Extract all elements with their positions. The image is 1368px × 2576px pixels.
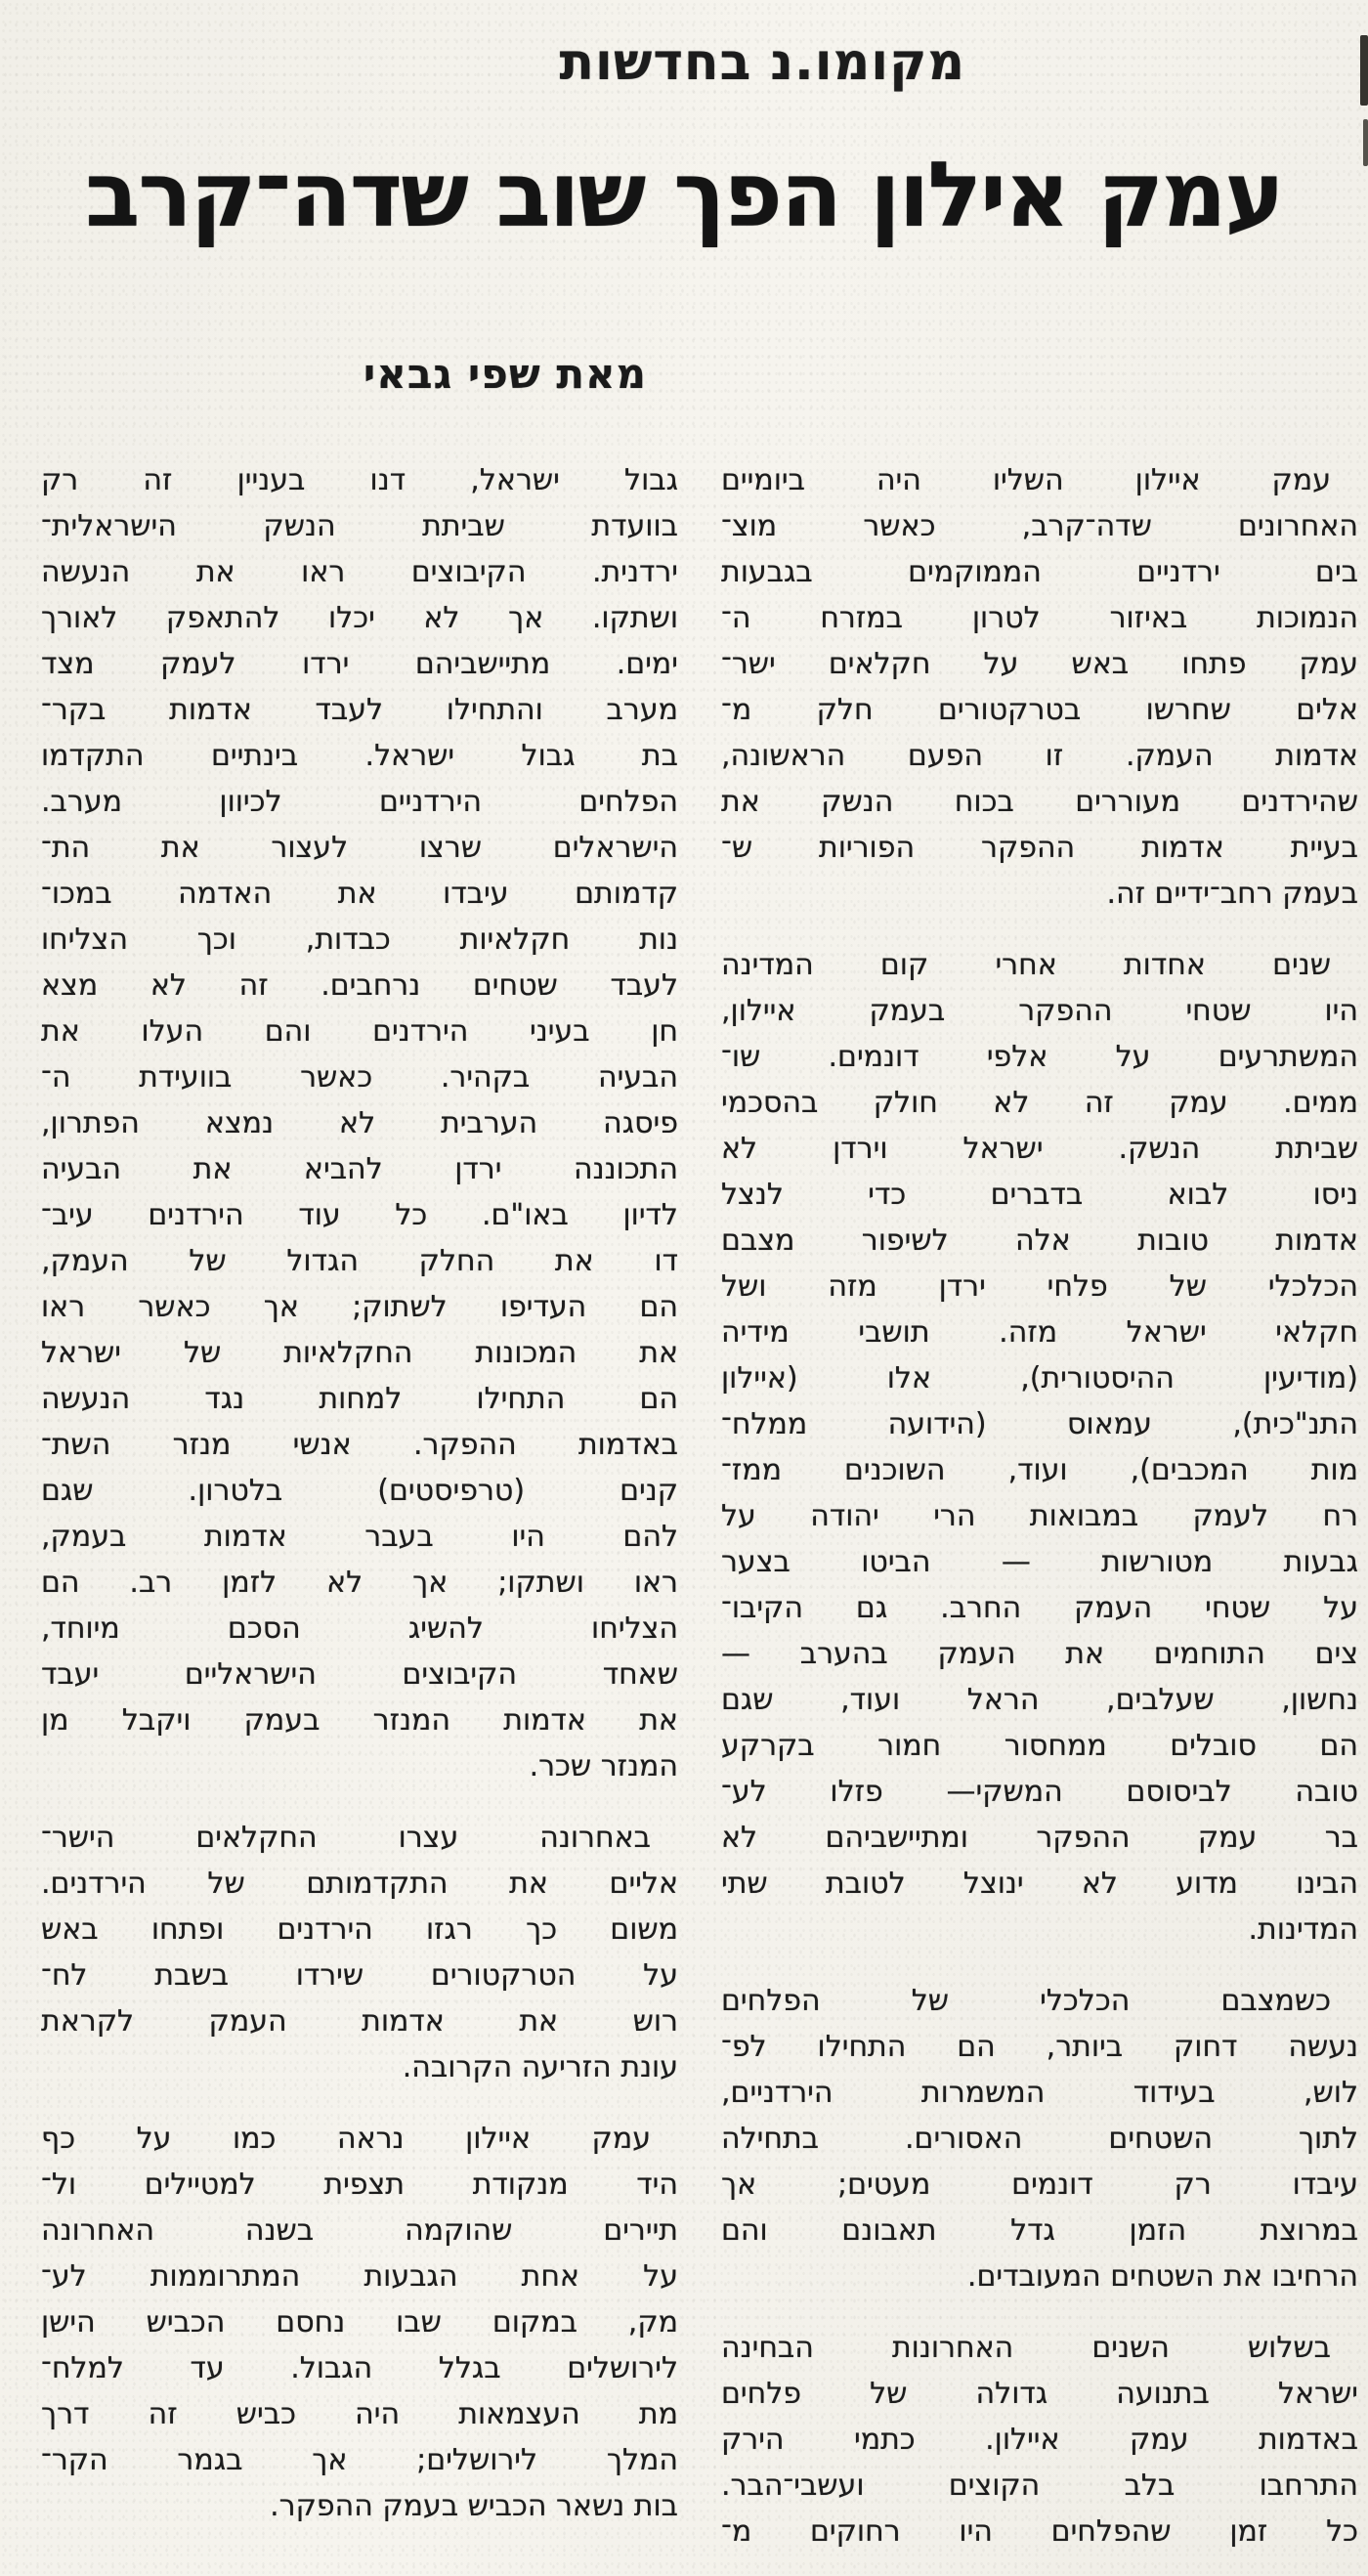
text-line: המשתרעים על אלפי דונמים. שו־ [721,1040,1358,1074]
text-line: הצליחו להשיג הסכם מיוחד, [41,1611,678,1646]
text-line: דו את החלק הגדול של העמק, [41,1244,678,1278]
text-line: היד מנקודת תצפית למטיילים ול־ [41,2168,678,2202]
text-line: בשלוש השנים האחרונות הבחינה [721,2331,1331,2365]
text-line: לירושלים בגלל הגבול. עד למלח־ [41,2351,678,2385]
text-line: אדמות העמק. זו הפעם הראשונה, [721,739,1358,773]
text-line: כשמצבם הכלכלי של הפלחים [721,1984,1331,2018]
text-line: התכוננה ירדן להביא את הבעיה [41,1152,678,1186]
headline: עמק אילון הפך שוב שדה־קרב [85,143,1283,247]
text-line: מערב והתחילו לעבד אדמות בקר־ [41,693,678,727]
text-line: ניסו לבוא בדברים כדי לנצל [721,1178,1358,1212]
text-line: הרחיבו את השטחים המעובדים. [966,2259,1358,2294]
text-line: עיבדו רק דונמים מעטים; אך [721,2168,1358,2202]
text-line: צים התוחמים את העמק בהערב — [721,1637,1358,1671]
text-line: גבעות מטורשות — הביטו בצער [721,1545,1358,1579]
text-line: ושתקו. אך לא יכלו להתאפק לאורך [41,601,678,635]
text-line: באחרונה עצרו החקלאים הישר־ [41,1821,651,1855]
text-line: משום כך רגזו הירדנים ופתחו באש [41,1912,678,1947]
text-line: (מודיעין ההיסטורית), אלו (איילון [721,1361,1358,1395]
text-line: רוש את אדמות העמק לקראת [41,2004,678,2039]
paragraph [721,457,1358,917]
text-line: בעיית אדמות ההפקר הפוריות ש־ [721,831,1358,865]
text-line: בת גבול ישראל. בינתיים התקדמו [41,739,678,773]
text-line: על אחת הגבעות המתרוממות לע־ [41,2259,678,2294]
text-line: אדמות טובות אלה לשיפור מצבם [721,1224,1358,1258]
text-line: עונת הזריעה הקרובה. [402,2050,678,2084]
text-line: מת העצמאות היה כביש זה דרך [41,2397,678,2431]
text-line: את אדמות המנזר בעמק ויקבל מן [41,1703,678,1738]
text-line: חן בעיני הירדנים והם העלו את [41,1014,678,1049]
text-line: הבינו מדוע לא ינוצל לטובת שתי [721,1867,1358,1901]
text-line: נות חקלאיות כבדות, וכך הצליחו [41,923,678,957]
text-line: המנזר שכר. [529,1749,678,1783]
text-line: התרחבו בלב הקוצים ועשבי־הבר. [721,2469,1358,2503]
text-line: המלך לירושלים; אך בגמר הקר־ [41,2443,678,2477]
text-line: הבעיה בקהיר. כאשר בוועידת ה־ [41,1060,678,1095]
text-line: את המכונות החקלאיות של ישראל [41,1336,678,1370]
text-line: בעמק רחב־ידיים זה. [1106,877,1358,911]
text-line: הפלחים הירדניים לכיוון מערב. [41,785,678,819]
text-line: ירדנית. הקיבוצים ראו את הנעשה [41,555,678,589]
text-line: בוועדת שביתת הנשק הישראלית־ [41,509,678,543]
text-line: עמק איילון השליו היה ביומיים [721,463,1331,497]
text-line: טובה לביסוסם המשקי— פזלו לע־ [721,1775,1358,1809]
text-line: בים ירדניים הממוקמים בגבעות [721,555,1358,589]
text-line: הם סובלים ממחסור חמור בקרקע [721,1729,1358,1763]
text-line: אלים שחרשו בטרקטורים חלק מ־ [721,693,1358,727]
paragraph [41,457,678,1789]
text-line: ישראל בתנועה גדולה של פלחים [721,2377,1358,2411]
section-kicker: מקומו.נ בחדשות [559,33,965,92]
text-line: שנים אחדות אחרי קום המדינה [721,948,1331,982]
scan-edge-smudge [1363,119,1368,166]
text-line: המדינות. [1248,1912,1358,1947]
text-line: מק, במקום שבו נחסם הכביש הישן [41,2305,678,2340]
text-line: לדיון באו"ם. כל עוד הירדנים עיב־ [41,1198,678,1232]
scan-edge-smudge [1360,35,1368,106]
text-line: באדמות עמק איילון. כתמי הירק [721,2423,1358,2457]
text-line: באדמות ההפקר. אנשי מנזר השת־ [41,1428,678,1462]
text-line: אליים את התקדמותם של הירדנים. [41,1867,678,1901]
text-line: שביתת הנשק. ישראל וירדן לא [721,1132,1358,1166]
text-line: הכלכלי של פלחי ירדן מזה ושל [721,1269,1358,1304]
text-line: כל זמן שהפלחים היו רחוקים מ־ [721,2514,1358,2549]
text-line: הישראלים שרצו לעצור את הת־ [41,831,678,865]
text-line: במרוצת הזמן גדל תאבונם והם [721,2213,1358,2248]
text-line: התנ"כית), עמאוס (הידועה ממלח־ [721,1407,1358,1441]
text-line: שאחד הקיבוצים הישראליים יעבד [41,1657,678,1692]
text-line: קדמותם עיבדו את האדמה במכו־ [41,877,678,911]
column-left [41,457,678,2555]
text-line: ממים. עמק זה לא חולק בהסכמי [721,1086,1358,1120]
text-line: בות נשאר הכביש בעמק ההפקר. [270,2489,678,2523]
text-line: קנים (טרפיסטים) בלטרון. שגם [41,1474,678,1508]
text-line: פיסגה הערבית לא נמצא הפתרון, [41,1106,678,1140]
text-line: לעבד שטחים נרחבים. זה לא מצא [41,968,678,1003]
text-line: עמק איילון נראה כמו על כף [41,2122,651,2156]
byline: מאת שפי גבאי [363,350,647,398]
text-line: עמק פתחו באש על חקלאים ישר־ [721,647,1358,681]
text-line: ראו ושתקו; אך לא לזמן רב. הם [41,1566,678,1600]
text-line: על הטרקטורים שירדו בשבת לח־ [41,1958,678,1993]
text-line: הם העדיפו לשתוק; אך כאשר ראו [41,1290,678,1324]
text-line: נחשון, שעלבים, הראל ועוד, שגם [721,1683,1358,1717]
text-line: חקלאי ישראל מזה. תושבי מידיה [721,1315,1358,1350]
text-line: הם התחילו למחות נגד הנעשה [41,1382,678,1416]
text-line: לתוך השטחים האסורים. בתחילה [721,2122,1358,2156]
paragraph [721,2325,1358,2555]
paragraph [41,2116,678,2529]
text-line: היו שטחי ההפקר בעמק איילון, [721,994,1358,1028]
text-line: הנמוכות באיזור לטרון במזרח ה־ [721,601,1358,635]
text-line: לוש, בעידוד המשמרות הירדניים, [721,2076,1358,2110]
article-body [41,457,1358,2576]
text-line: רח לעמק במבואות הרי יהודה על [721,1499,1358,1533]
text-line: גבול ישראל, דנו בעניין זה רק [41,463,678,497]
text-line: שהירדנים מעוררים בכוח הנשק את [721,785,1358,819]
text-line: מות המכבים), ועוד, השוכנים ממז־ [721,1453,1358,1487]
paragraph [41,1815,678,2090]
text-line: נעשה דחוק ביותר, הם התחילו לפ־ [721,2030,1358,2064]
text-line: על שטחי העמק החרב. גם הקיבו־ [721,1591,1358,1625]
column-right [721,457,1358,2576]
text-line: להם היו בעבר אדמות בעמק, [41,1520,678,1554]
paragraph [721,942,1358,1953]
paragraph [721,1978,1358,2299]
text-line: בר עמק ההפקר ומתיישביהם לא [721,1821,1358,1855]
text-line: ימים. מתיישביהם ירדו לעמק מצד [41,647,678,681]
text-line: תיירים שהוקמה בשנה האחרונה [41,2213,678,2248]
text-line: האחרונים שדה־קרב, כאשר מוצ־ [721,509,1358,543]
